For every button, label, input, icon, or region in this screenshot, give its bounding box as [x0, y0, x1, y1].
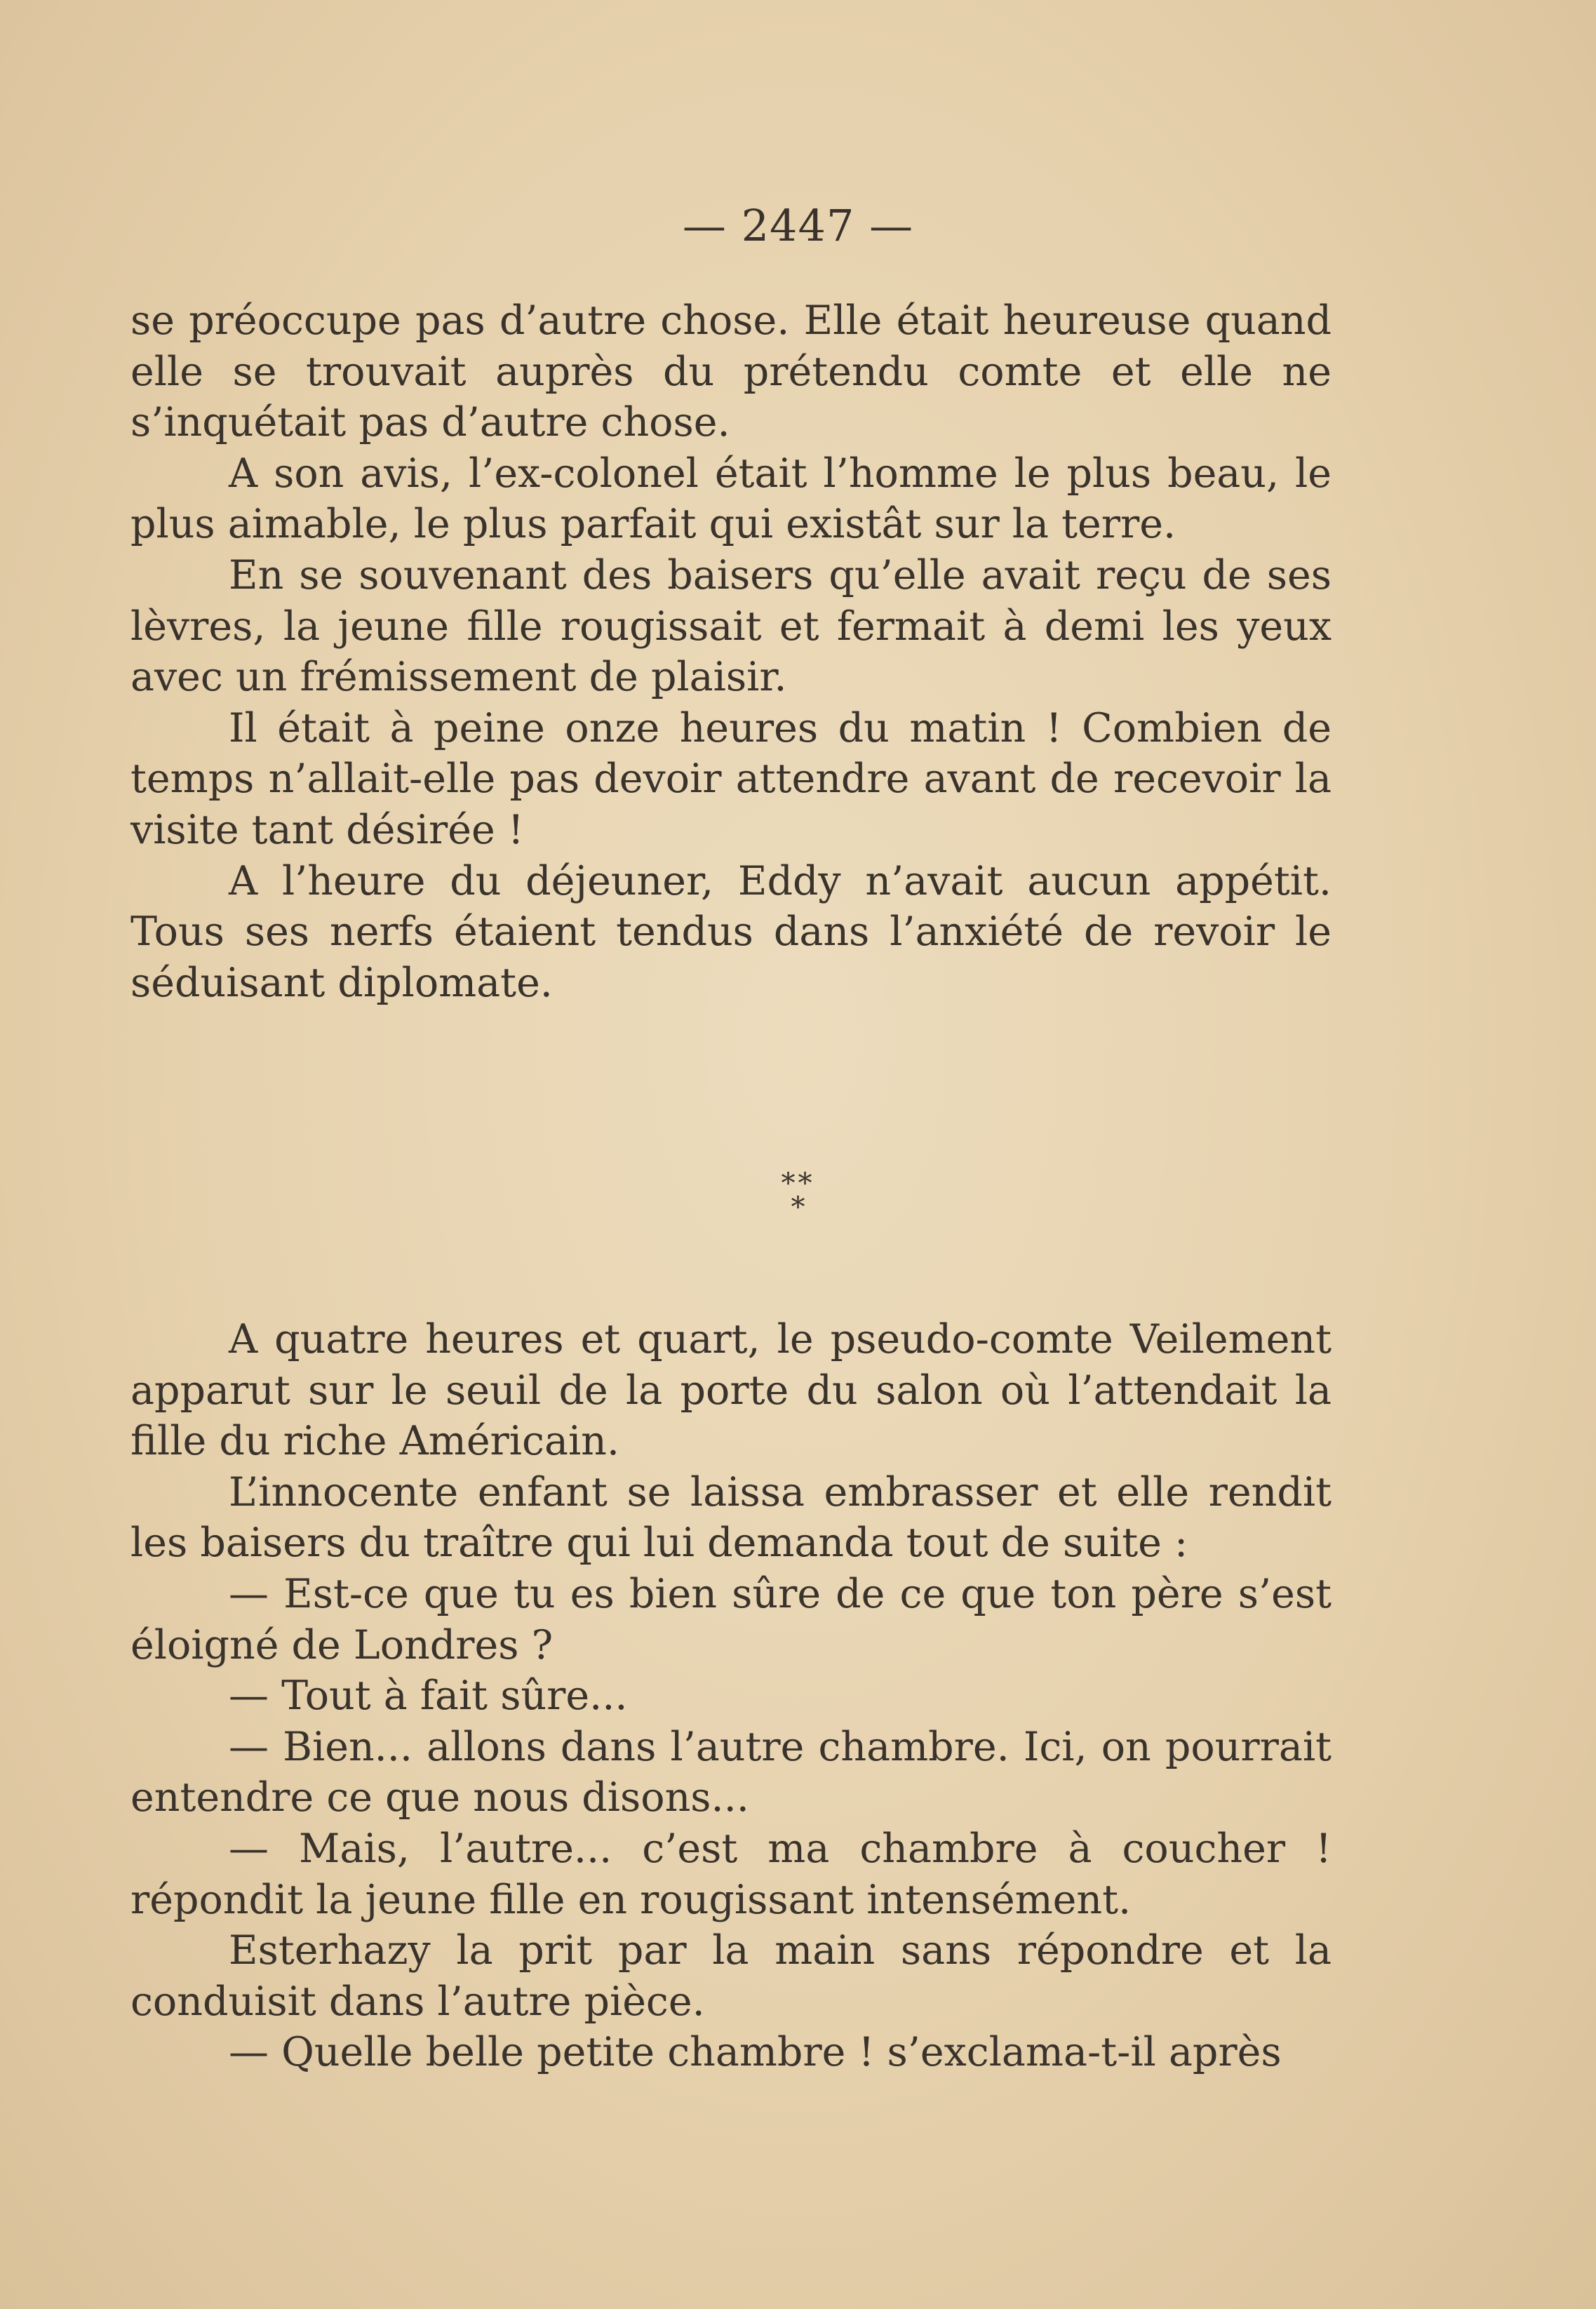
text-block-upper [130, 295, 1332, 1008]
dialogue-line: — Est-ce que tu es bien sûre de ce que ton père s’est éloigné de Londres ? [130, 1570, 1332, 1668]
paragraph: L’innocente enfant se laissa embrasser et elle rendit les baisers du traître qui lui demanda tout de suite : [130, 1468, 1332, 1567]
dialogue-line: — Bien... allons dans l’autre chambre. Ici, on pourrait entendre ce que nous disons... [130, 1723, 1332, 1821]
dialogue-line: — Mais, l’autre... c’est ma chambre à coucher ! répondit la jeune fille en rougissant intensément. [130, 1825, 1332, 1923]
section-break-asterism [0, 1167, 1596, 1224]
text-block-lower [130, 1314, 1332, 2078]
asterism-bottom: * [791, 1191, 805, 1224]
paragraph: A l’heure du déjeuner, Eddy n’avait aucun appétit. Tous ses nerfs étaient tendus dans l’anxiété de revoir le séduisant diplomate. [130, 857, 1332, 1006]
paragraph: En se souvenant des baisers qu’elle avait reçu de ses lèvres, la jeune fille rougissait et fermait à demi les yeux avec un frémissement de plaisir. [130, 551, 1332, 701]
paragraph: Il était à peine onze heures du matin ! Combien de temps n’allait-elle pas devoir attendre avant de recevoir la visite tant désirée ! [130, 704, 1332, 853]
dialogue-line: — Tout à fait sûre... [229, 1673, 628, 1720]
paragraph: A quatre heures et quart, le pseudo-comte Veilement apparut sur le seuil de la porte du salon où l’attendait la fille du riche Américain. [130, 1316, 1332, 1465]
asterism-top: ** [781, 1167, 815, 1200]
paragraph: Esterhazy la prit par la main sans répondre et la conduisit dans l’autre pièce. [130, 1927, 1332, 2025]
paragraph: se préoccupe pas d’autre chose. Elle était heureuse quand elle se trouvait auprès du prétendu comte et elle ne s’inquétait pas d’autre chose. [130, 297, 1332, 446]
dialogue-line: — Quelle belle petite chambre ! s’exclama-t-il après [229, 2029, 1282, 2076]
page-number: — 2447 — [682, 200, 914, 251]
paragraph: A son avis, l’ex-colonel était l’homme le plus beau, le plus aimable, le plus parfait qui existât sur la terre. [130, 450, 1332, 548]
